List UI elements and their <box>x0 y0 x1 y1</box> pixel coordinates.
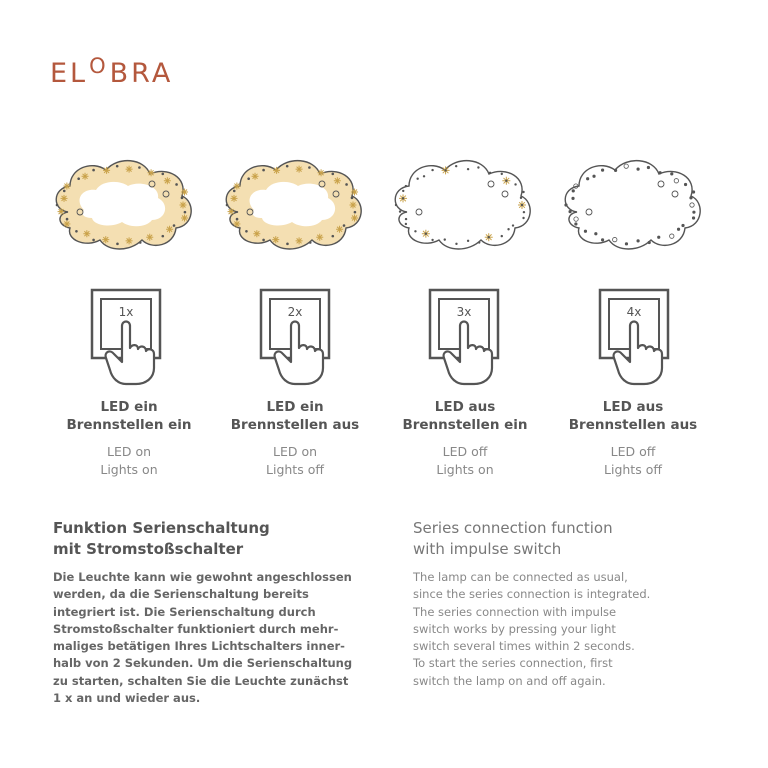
switch-press-count: 2x <box>287 305 303 319</box>
mode-de-line1: LED ein <box>266 399 324 415</box>
section-body-en <box>413 569 733 690</box>
body-en-line: since the series connection is integrated. <box>413 587 651 602</box>
mode-en-line2: Lights on <box>100 462 158 477</box>
switch-press-count: 4x <box>626 305 642 319</box>
section-title-de-line1: Funktion Serienschaltung <box>53 519 270 537</box>
light-switch-hand-icon-2 <box>257 286 337 386</box>
mode-en-line2: Lights off <box>266 462 324 477</box>
mode-label-4 <box>548 398 718 479</box>
mode-de-line1: LED aus <box>434 399 496 415</box>
switch-press-count: 3x <box>456 305 472 319</box>
cloud-lamp-icon-2 <box>218 150 368 260</box>
logo-part-1: EL <box>50 58 89 89</box>
section-body-de <box>53 569 383 707</box>
mode-label-2 <box>210 398 380 479</box>
mode-en-line1: LED off <box>442 444 488 459</box>
mode-de-line2: Brennstellen ein <box>402 417 528 433</box>
body-de-line: halb von 2 Sekunden. Um die Serienschaltung <box>53 656 353 671</box>
body-de-line: zu starten, schalten Sie die Leuchte zunächst <box>53 673 349 688</box>
section-title-en-line2: with impulse switch <box>413 540 562 558</box>
section-title-de-line2: mit Stromstoßschalter <box>53 540 244 558</box>
mode-label-1 <box>44 398 214 479</box>
body-en-line: switch several times within 2 seconds. <box>413 639 635 654</box>
body-en-line: The lamp can be connected as usual, <box>413 570 628 584</box>
body-de-line: maliges betätigen Ihres Lichtschalters inner- <box>53 639 345 654</box>
switch-illustrations <box>0 286 768 386</box>
body-de-line: integriert ist. Die Serienschaltung durch <box>53 604 316 619</box>
mode-de-line1: LED ein <box>100 399 158 415</box>
mode-en-line1: LED on <box>272 444 318 459</box>
mode-en-line2: Lights off <box>604 462 662 477</box>
cloud-lamp-icon-1 <box>48 150 198 260</box>
mode-label-3 <box>380 398 550 479</box>
section-title-de <box>53 518 373 560</box>
body-en-line: switch the lamp on and off again. <box>413 673 606 688</box>
light-switch-hand-icon-1 <box>88 286 168 386</box>
elobra-logo <box>50 54 174 92</box>
light-switch-hand-icon-4 <box>596 286 676 386</box>
logo-part-2: O <box>89 54 109 78</box>
logo-part-3: BRA <box>109 58 174 89</box>
mode-de-line2: Brennstellen aus <box>568 417 698 433</box>
body-de-line: Stromstoßschalter funktioniert durch mehr- <box>53 621 339 636</box>
mode-de-line2: Brennstellen ein <box>66 417 192 433</box>
cloud-illustrations <box>0 150 768 260</box>
mode-en-line1: LED on <box>106 444 152 459</box>
cloud-lamp-icon-3 <box>387 150 537 260</box>
mode-de-line1: LED aus <box>602 399 664 415</box>
switch-press-count: 1x <box>118 305 134 319</box>
mode-de-line2: Brennstellen aus <box>230 417 360 433</box>
light-switch-hand-icon-3 <box>426 286 506 386</box>
body-en-line: To start the series connection, first <box>413 656 613 671</box>
body-en-line: switch works by pressing your light <box>413 621 616 636</box>
body-en-line: The series connection with impulse <box>413 604 617 619</box>
body-de-line: Die Leuchte kann wie gewohnt angeschlossen <box>53 570 352 584</box>
body-de-line: 1 x an und wieder aus. <box>53 691 201 706</box>
mode-en-line2: Lights on <box>436 462 494 477</box>
section-title-en <box>413 518 733 560</box>
mode-en-line1: LED off <box>610 444 656 459</box>
cloud-lamp-icon-4 <box>557 150 707 260</box>
body-de-line: werden, da die Serienschaltung bereits <box>53 587 309 602</box>
section-title-en-line1: Series connection function <box>413 519 613 537</box>
